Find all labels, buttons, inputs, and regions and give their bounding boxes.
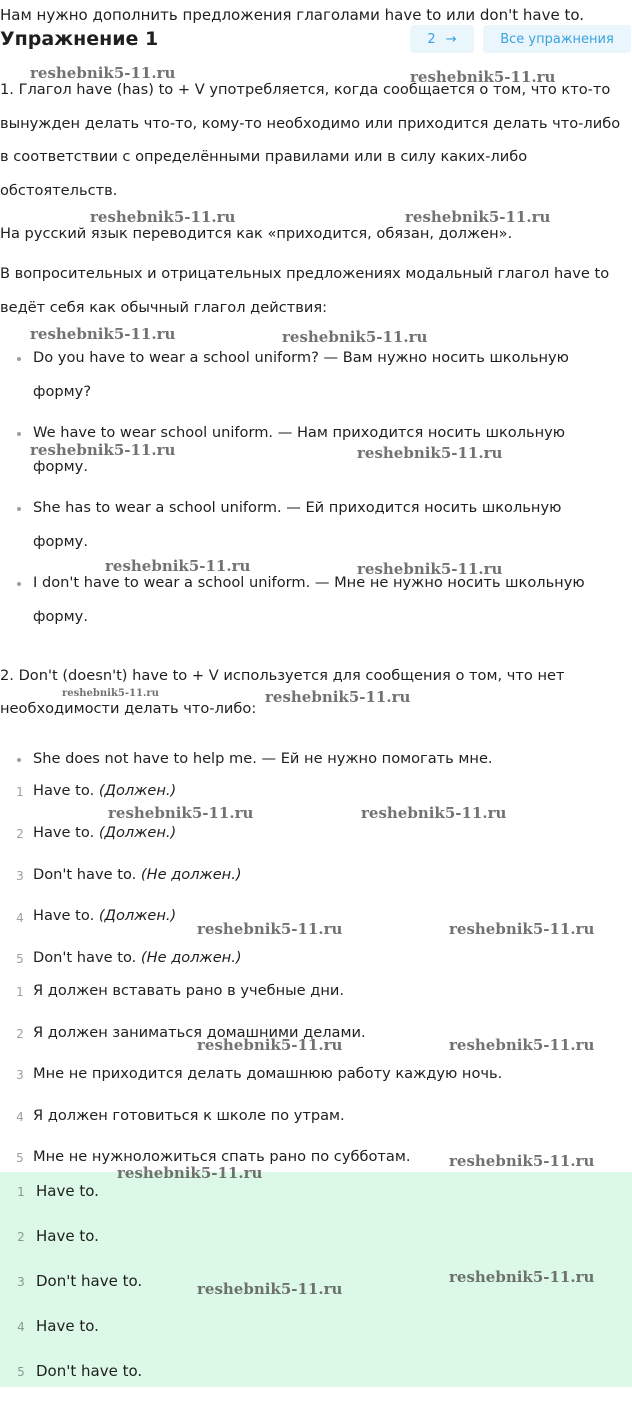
list-number: 5 xyxy=(16,952,24,966)
answer-number: 1 xyxy=(17,1185,25,1199)
example-item: Do you have to wear a school uniform? — Вам нужно носить школьную xyxy=(33,349,569,366)
watermark: reshebnik5-11.ru xyxy=(197,920,343,938)
list-item: Have to. (Должен.) xyxy=(33,824,177,841)
answer-item: Don't have to. xyxy=(36,1362,143,1380)
watermark: reshebnik5-11.ru xyxy=(197,1280,343,1298)
watermark: reshebnik5-11.ru xyxy=(108,804,254,822)
rule1-note: В вопросительных и отрицательных предложениях модальный глагол have to xyxy=(0,265,610,282)
bullet-icon xyxy=(17,582,21,586)
rule1-line: обстоятельств. xyxy=(0,182,118,199)
list-item: Я должен заниматься домашними делами. xyxy=(33,1024,366,1041)
list-item: Я должен вставать рано в учебные дни. xyxy=(33,982,345,999)
watermark: reshebnik5-11.ru xyxy=(265,688,411,706)
answer-number: 5 xyxy=(17,1365,25,1379)
watermark: reshebnik5-11.ru xyxy=(357,444,503,462)
example-item: I don't have to wear a school uniform. — Мне не нужно носить школьную xyxy=(33,574,585,591)
list-item: Я должен готовиться к школе по утрам. xyxy=(33,1107,345,1124)
list-item: Мне не нужноложиться спать рано по субботам. xyxy=(33,1148,411,1165)
answer-item: Have to. xyxy=(36,1317,99,1335)
watermark: reshebnik5-11.ru xyxy=(282,328,428,346)
arrow-right-icon: → xyxy=(445,31,457,47)
list-item: Don't have to. (Не должен.) xyxy=(33,949,242,966)
task-description: Нам нужно дополнить предложения глаголами have to или don't have to. xyxy=(0,6,585,24)
watermark: reshebnik5-11.ru xyxy=(449,920,595,938)
watermark: reshebnik5-11.ru xyxy=(357,560,503,578)
example-item-cont: форму? xyxy=(33,383,92,400)
rule2-example: She does not have to help me. — Ей не нужно помогать мне. xyxy=(33,750,493,767)
answer-number: 2 xyxy=(17,1230,25,1244)
list-item: Мне не приходится делать домашнюю работу каждую ночь. xyxy=(33,1065,503,1082)
list-number: 1 xyxy=(16,785,24,799)
answer-item: Have to. xyxy=(36,1227,99,1245)
bullet-icon xyxy=(17,432,21,436)
watermark: reshebnik5-11.ru xyxy=(30,64,176,82)
rule2-line: необходимости делать что-либо: xyxy=(0,700,257,717)
rule2-line: 2. Don't (doesn't) have to + V используется для сообщения о том, что нет xyxy=(0,667,565,684)
rule1-line: в соответствии с определёнными правилами или в силу каких-либо xyxy=(0,148,528,165)
example-item: We have to wear school uniform. — Нам приходится носить школьную xyxy=(33,424,566,441)
watermark: reshebnik5-11.ru xyxy=(90,208,236,226)
example-item: She has to wear a school uniform. — Ей приходится носить школьную xyxy=(33,499,562,516)
list-item: Have to. (Должен.) xyxy=(33,782,177,799)
bullet-icon xyxy=(17,507,21,511)
all-exercises-button[interactable]: Все упражнения xyxy=(483,25,631,53)
next-exercise-label: 2 xyxy=(427,31,436,47)
list-number: 1 xyxy=(16,985,24,999)
watermark: reshebnik5-11.ru xyxy=(197,1036,343,1054)
watermark: reshebnik5-11.ru xyxy=(62,688,159,699)
watermark: reshebnik5-11.ru xyxy=(117,1164,263,1182)
list-number: 3 xyxy=(16,869,24,883)
answer-item: Don't have to. xyxy=(36,1272,143,1290)
rule1-note: ведёт себя как обычный глагол действия: xyxy=(0,299,328,316)
watermark: reshebnik5-11.ru xyxy=(410,68,556,86)
list-item: Have to. (Должен.) xyxy=(33,907,177,924)
watermark: reshebnik5-11.ru xyxy=(30,441,176,459)
watermark: reshebnik5-11.ru xyxy=(449,1268,595,1286)
watermark: reshebnik5-11.ru xyxy=(30,325,176,343)
watermark: reshebnik5-11.ru xyxy=(361,804,507,822)
watermark: reshebnik5-11.ru xyxy=(105,557,251,575)
list-number: 4 xyxy=(16,911,24,925)
next-exercise-button[interactable] xyxy=(410,25,474,53)
list-number: 2 xyxy=(16,827,24,841)
bullet-icon xyxy=(17,357,21,361)
list-item: Don't have to. (Не должен.) xyxy=(33,866,242,883)
watermark: reshebnik5-11.ru xyxy=(449,1152,595,1170)
bullet-icon xyxy=(17,758,21,762)
example-item-cont: форму. xyxy=(33,608,88,625)
list-number: 3 xyxy=(16,1068,24,1082)
answer-number: 4 xyxy=(17,1320,25,1334)
rule1-line: вынужден делать что-то, кому-то необходимо или приходится делать что-либо xyxy=(0,115,621,132)
rule1-line: 1. Глагол have (has) to + V употребляется, когда сообщается о том, что кто-то xyxy=(0,81,611,98)
page-title: Упражнение 1 xyxy=(0,28,159,50)
watermark: reshebnik5-11.ru xyxy=(449,1036,595,1054)
example-item-cont: форму. xyxy=(33,533,88,550)
list-number: 5 xyxy=(16,1151,24,1165)
answer-item: Have to. xyxy=(36,1182,99,1200)
watermark: reshebnik5-11.ru xyxy=(405,208,551,226)
example-item-cont: форму. xyxy=(33,458,88,475)
answer-number: 3 xyxy=(17,1275,25,1289)
list-number: 2 xyxy=(16,1027,24,1041)
rule1-translation: На русский язык переводится как «приходится, обязан, должен». xyxy=(0,225,513,242)
list-number: 4 xyxy=(16,1110,24,1124)
